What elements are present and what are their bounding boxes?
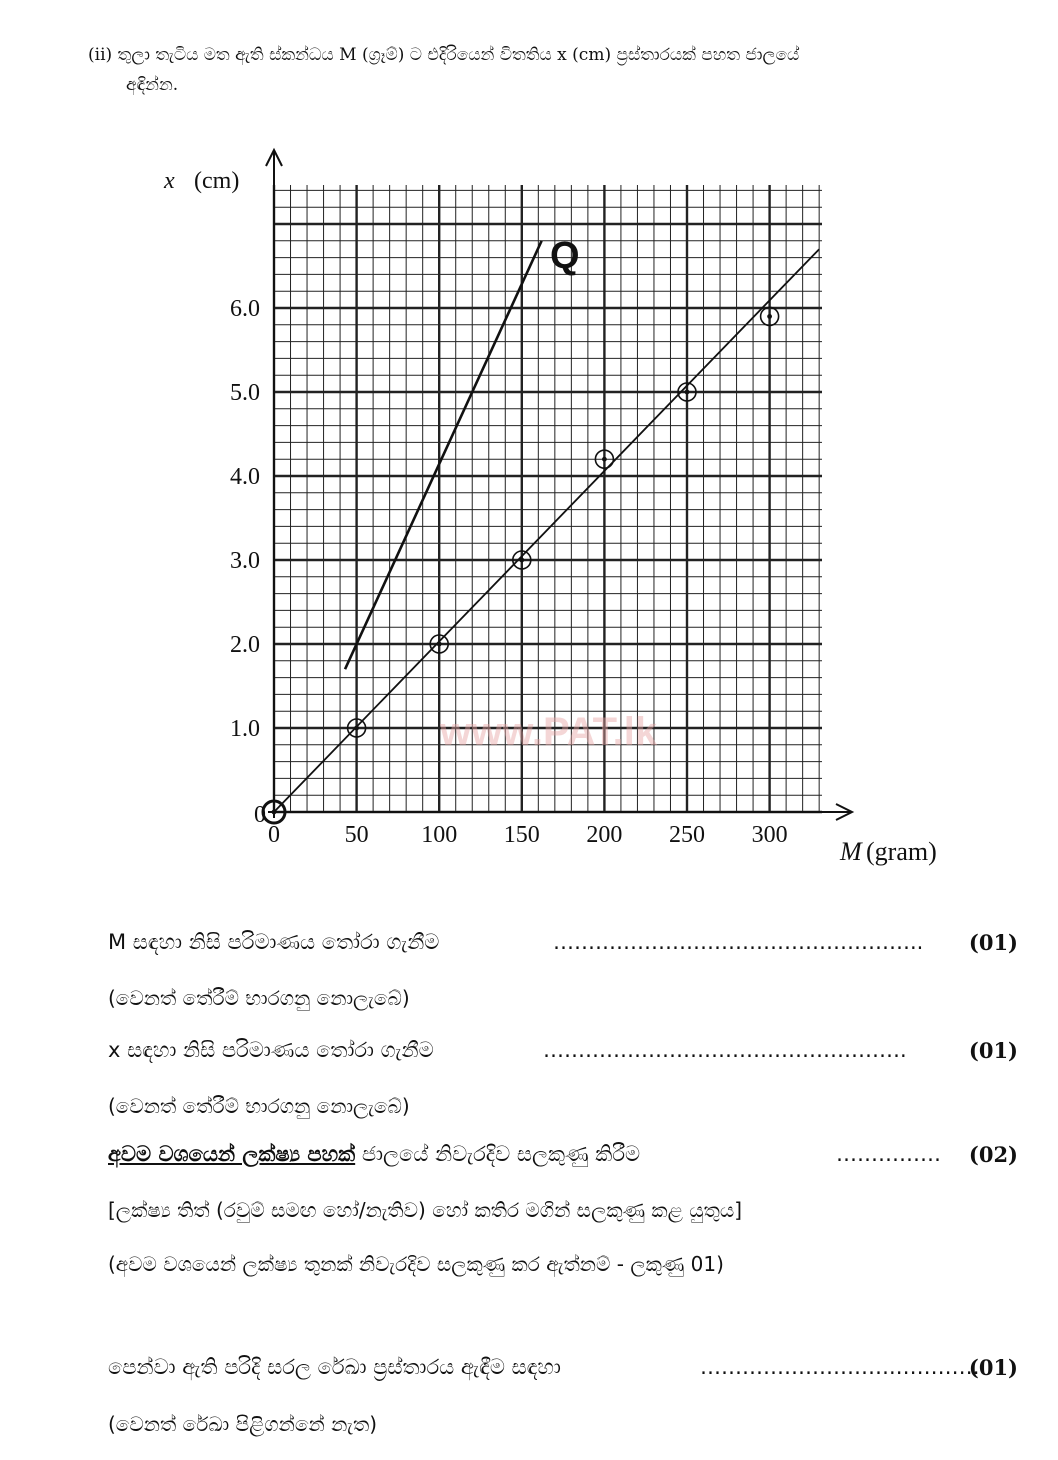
scheme-note-2: (වෙනත් තේරීම් භාරගනු නොලැබේ) xyxy=(108,1094,410,1118)
scheme-item-4-dots: ……………………….………… xyxy=(700,1355,980,1379)
y-tick-label: 3.0 xyxy=(230,548,260,574)
scheme-item-2 xyxy=(108,1038,1018,1070)
data-point-dot xyxy=(685,390,690,395)
y-tick-label: 2.0 xyxy=(230,632,260,658)
scheme-note-3: [ලක්ෂ්‍ය තිත් (රවුම් සමඟ හෝ/නැතිව) හෝ කතිර මගින් සලකුණු කළ යුතුය] xyxy=(108,1198,743,1222)
x-axis-symbol: M xyxy=(840,837,862,866)
y-tick-label: 5.0 xyxy=(230,380,260,406)
graph-figure xyxy=(150,140,990,880)
line-q-label: Q xyxy=(550,235,580,277)
data-point-dot xyxy=(519,558,524,563)
question-text-line2: අඳින්න. xyxy=(126,75,179,95)
data-point-dot xyxy=(272,810,277,815)
watermark: www.PAT.lk xyxy=(440,710,658,754)
y-tick-label: 1.0 xyxy=(230,716,260,742)
scheme-item-2-mark: (01) xyxy=(968,1038,1018,1063)
x-tick-label: 200 xyxy=(586,822,623,848)
x-tick-label: 300 xyxy=(751,822,788,848)
scheme-item-3-dots: …………… xyxy=(836,1142,941,1166)
question-header xyxy=(88,40,1028,100)
scheme-item-3 xyxy=(108,1142,1018,1174)
scheme-note-4: (අවම වශයෙන් ලක්ෂ්‍ය තුනක් නිවැරදිව සලකුණු කර ඇත්නම් - ලකුණු 01) xyxy=(108,1252,724,1276)
data-point-dot xyxy=(437,642,442,647)
y-axis-unit: (cm) xyxy=(194,168,240,194)
scheme-item-1-dots: …………………………………………….. xyxy=(553,930,924,954)
x-tick-label: 150 xyxy=(503,822,540,848)
scheme-item-2-dots: ……………………………………………. xyxy=(543,1038,907,1062)
scheme-item-1-label: M සඳහා නිසි පරිමාණය තෝරා ගැනීම xyxy=(108,930,440,954)
y-axis-symbol: x xyxy=(164,168,175,194)
x-tick-label: 50 xyxy=(344,822,369,848)
x-tick-label: 250 xyxy=(669,822,705,848)
scheme-note-1: (වෙනත් තේරීම් භාරගනු නොලැබේ) xyxy=(108,986,410,1010)
scheme-item-3-label xyxy=(108,1142,640,1167)
scheme-note-5: (වෙනත් රේඛා පිළිගන්නේ නැත) xyxy=(108,1412,377,1436)
y-tick-label: 4.0 xyxy=(230,464,260,490)
origin-label: 0 xyxy=(254,802,266,828)
line-q xyxy=(345,241,542,669)
y-tick-label: 6.0 xyxy=(230,296,260,322)
scheme-item-4 xyxy=(108,1355,1018,1387)
x-axis-unit: (gram) xyxy=(866,837,937,866)
scheme-item-4-label: පෙන්වා ඇති පරිදි සරල රේඛා ප්‍රස්තාරය ඇඳීම සඳහා xyxy=(108,1355,561,1379)
data-point-dot xyxy=(354,726,359,731)
scheme-item-1-mark: (01) xyxy=(968,930,1018,955)
scheme-item-3-mark: (02) xyxy=(968,1142,1018,1167)
scheme-item-4-mark: (01) xyxy=(968,1355,1018,1380)
data-point-dot xyxy=(767,314,772,319)
x-tick-label: 100 xyxy=(421,822,458,848)
scheme-item-3-label-rest: ජාලයේ නිවැරදිව සලකුණු කිරීම xyxy=(361,1142,641,1166)
question-text-line1: (ii) තුලා තැටිය මත ඇති ස්කන්ධය M (ග්‍රෑම්) ට එදිරියෙන් විතතිය x (cm) ප්‍රස්තාරයක් පහත ජාලයේ xyxy=(88,45,800,65)
scheme-item-2-label: x සඳහා නිසි පරිමාණය තෝරා ගැනීම xyxy=(108,1038,434,1062)
scheme-item-3-label-bold: අවම වශයෙන් ලක්ෂ්‍ය පහක් xyxy=(108,1142,356,1166)
scheme-item-1 xyxy=(108,930,1018,962)
data-point-dot xyxy=(602,457,607,462)
x-tick-label: 0 xyxy=(268,822,280,848)
